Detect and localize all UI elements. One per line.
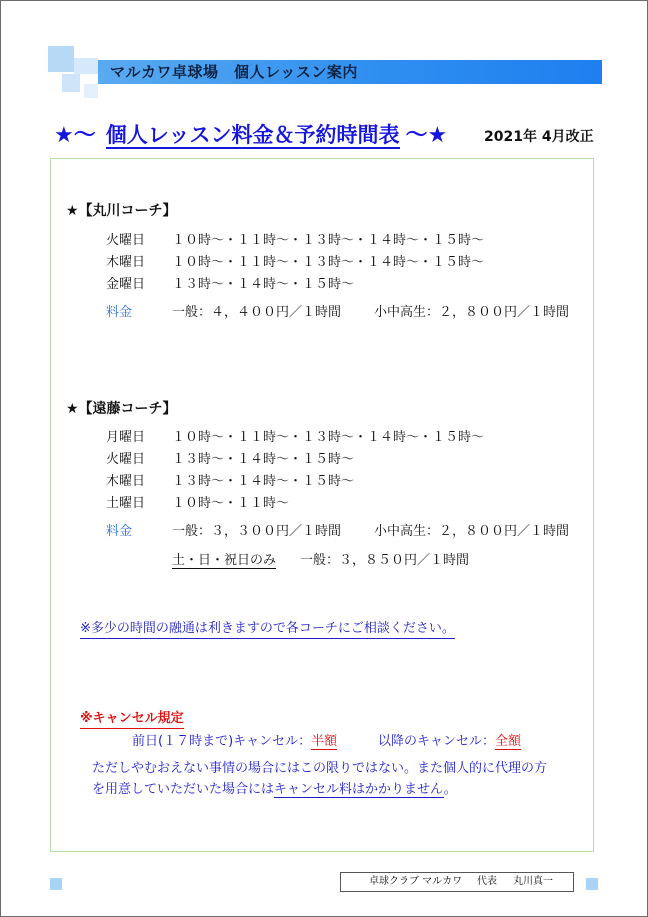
schedule-times: １０時～・１１時～・１３時～・１４時～・１５時～ <box>172 255 485 270</box>
cancel-after <box>378 733 521 751</box>
title-main: 個人レッスン料金＆予約時間表 <box>105 123 400 147</box>
schedule-times: １０時～・１１時～・１３時～・１４時～・１５時～ <box>172 430 485 445</box>
fee-label: 料金 <box>106 524 133 539</box>
banner-decor-square <box>48 46 74 72</box>
header-banner <box>48 46 602 100</box>
cancel-policy-title: ※キャンセル規定 <box>80 710 184 729</box>
weekend-label: 土・日・祝日のみ <box>172 553 277 568</box>
page-title <box>54 120 614 150</box>
weekend-fee-row <box>172 552 469 570</box>
schedule-times: １３時～・１４時～・１５時～ <box>172 452 355 467</box>
cancel-note-emphasis: キャンセル料はかかりません <box>274 782 444 797</box>
footer-rep-label: 代表 <box>477 876 497 887</box>
cancel-after-label: 以降のキャンセル： <box>378 734 496 749</box>
coach-name: ★【丸川コーチ】 <box>66 203 177 219</box>
title-star-right: ～★ <box>405 123 448 148</box>
footer-decor-square <box>586 878 598 890</box>
fee-label: 料金 <box>106 305 133 320</box>
schedule-day: 金曜日 <box>106 277 146 292</box>
schedule-day: 火曜日 <box>106 452 146 467</box>
consult-note: ※多少の時間の融通は利きますので各コーチにご相談ください。 <box>80 620 455 639</box>
schedule-day: 木曜日 <box>106 255 146 270</box>
schedule-times: １０時～・１１時～ <box>172 496 290 511</box>
fee-student: 小中高生：２，８００円／１時間 <box>374 305 570 320</box>
cancel-before-label: 前日(１７時まで)キャンセル： <box>132 734 312 749</box>
cancel-note-line1: ただしやむおえない事情の場合にはこの限りではない。また個人的に代理の方 <box>92 761 548 776</box>
schedule-day: 火曜日 <box>106 233 146 248</box>
fee-general: 一般：３，３００円／１時間 <box>172 524 342 539</box>
fee-student: 小中高生：２，８００円／１時間 <box>374 524 570 539</box>
fee-general: 一般：４，４００円／１時間 <box>172 305 342 320</box>
cancel-after-value: 全額 <box>495 734 522 749</box>
footer-decor-square <box>50 878 62 890</box>
cancel-before-value: 半額 <box>311 734 338 749</box>
coach-name: ★【遠藤コーチ】 <box>66 401 177 417</box>
footer-club: 卓球クラブ マルカワ <box>369 876 463 887</box>
schedule-day: 土曜日 <box>106 496 146 511</box>
weekend-fee: 一般：３，８５０円／１時間 <box>300 553 470 568</box>
banner-title: マルカワ卓球場 個人レッスン案内 <box>110 63 358 81</box>
footer-signature <box>340 872 574 892</box>
cancel-before <box>132 733 337 751</box>
cancel-note-line2 <box>92 781 457 799</box>
title-star-left: ★～ <box>54 123 96 148</box>
cancel-note-prefix: を用意していただいた場合には <box>92 782 275 797</box>
schedule-day: 月曜日 <box>106 430 146 445</box>
schedule-times: １３時～・１４時～・１５時～ <box>172 474 355 489</box>
banner-decor-square <box>74 58 98 74</box>
schedule-times: １０時～・１１時～・１３時～・１４時～・１５時～ <box>172 233 485 248</box>
cancel-note-suffix: 。 <box>443 782 457 797</box>
banner-decor-square <box>84 84 98 98</box>
schedule-day: 木曜日 <box>106 474 146 489</box>
footer-rep-name: 丸川真一 <box>513 876 553 887</box>
revision-date: 2021年 4月改正 <box>484 129 594 145</box>
banner-decor-square <box>62 74 80 92</box>
schedule-times: １３時～・１４時～・１５時～ <box>172 277 355 292</box>
